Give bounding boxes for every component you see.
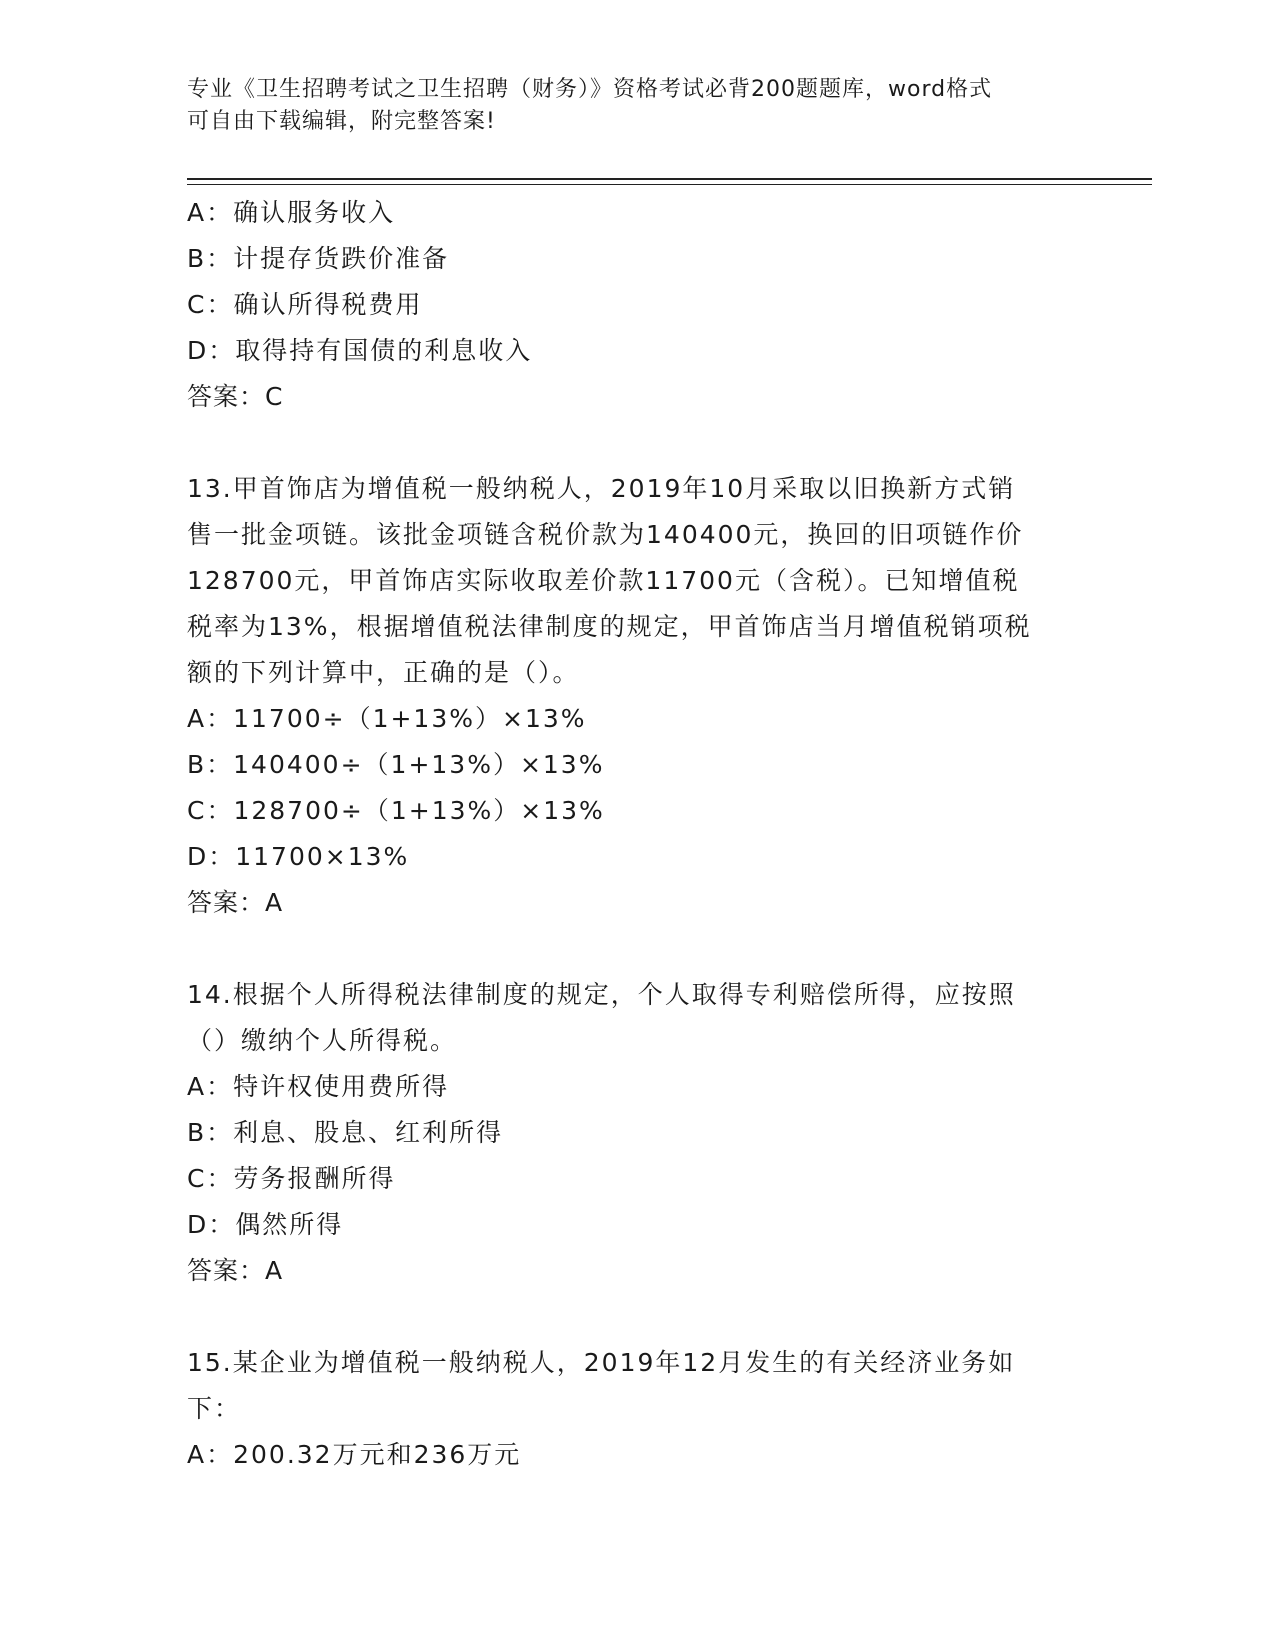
answer-line: 答案：A [187,888,284,917]
question-text-line: 下： [187,1394,242,1423]
option-b: B：140400÷（1+13%）×13% [187,750,605,779]
option-b: B：利息、股息、红利所得 [187,1118,504,1147]
option-a: A：确认服务收入 [187,198,396,227]
question-13-block [187,466,1087,926]
question-text-line: （）缴纳个人所得税。 [187,1026,458,1055]
option-c: C：劳务报酬所得 [187,1164,396,1193]
option-a: A：200.32万元和236万元 [187,1440,522,1469]
option-a: A：11700÷（1+13%）×13% [187,704,587,733]
question-list [187,190,1087,1478]
header-divider-thick [187,178,1152,180]
option-d: D：取得持有国债的利息收入 [187,336,533,365]
document-header [187,74,1087,138]
question-text-line: 额的下列计算中，正确的是（）。 [187,658,580,687]
option-a: A：特许权使用费所得 [187,1072,450,1101]
option-c: C：128700÷（1+13%）×13% [187,796,605,825]
answer-line: 答案：A [187,1256,284,1285]
header-divider-thin [187,184,1152,185]
question-14-block [187,972,1087,1294]
question-text-line: 税率为13%，根据增值税法律制度的规定，甲首饰店当月增值税销项税 [187,612,1032,641]
question-15-block [187,1340,1087,1478]
option-c: C：确认所得税费用 [187,290,423,319]
question-12-block [187,190,1087,420]
option-b: B：计提存货跌价准备 [187,244,450,273]
question-text-line: 售一批金项链。该批金项链含税价款为140400元，换回的旧项链作价 [187,520,1024,549]
option-d: D：偶然所得 [187,1210,344,1239]
question-text-line: 15.某企业为增值税一般纳税人，2019年12月发生的有关经济业务如 [187,1348,1016,1377]
header-line-1: 专业《卫生招聘考试之卫生招聘（财务）》资格考试必背200题题库，word格式 [187,77,993,102]
question-text-line: 14.根据个人所得税法律制度的规定，个人取得专利赔偿所得，应按照 [187,980,1016,1009]
question-text-line: 128700元，甲首饰店实际收取差价款11700元（含税）。已知增值税 [187,566,1020,595]
question-text-line: 13.甲首饰店为增值税一般纳税人，2019年10月采取以旧换新方式销 [187,474,1016,503]
answer-line: 答案：C [187,382,284,411]
option-d: D：11700×13% [187,842,410,871]
header-line-2: 可自由下载编辑，附完整答案! [187,109,496,134]
